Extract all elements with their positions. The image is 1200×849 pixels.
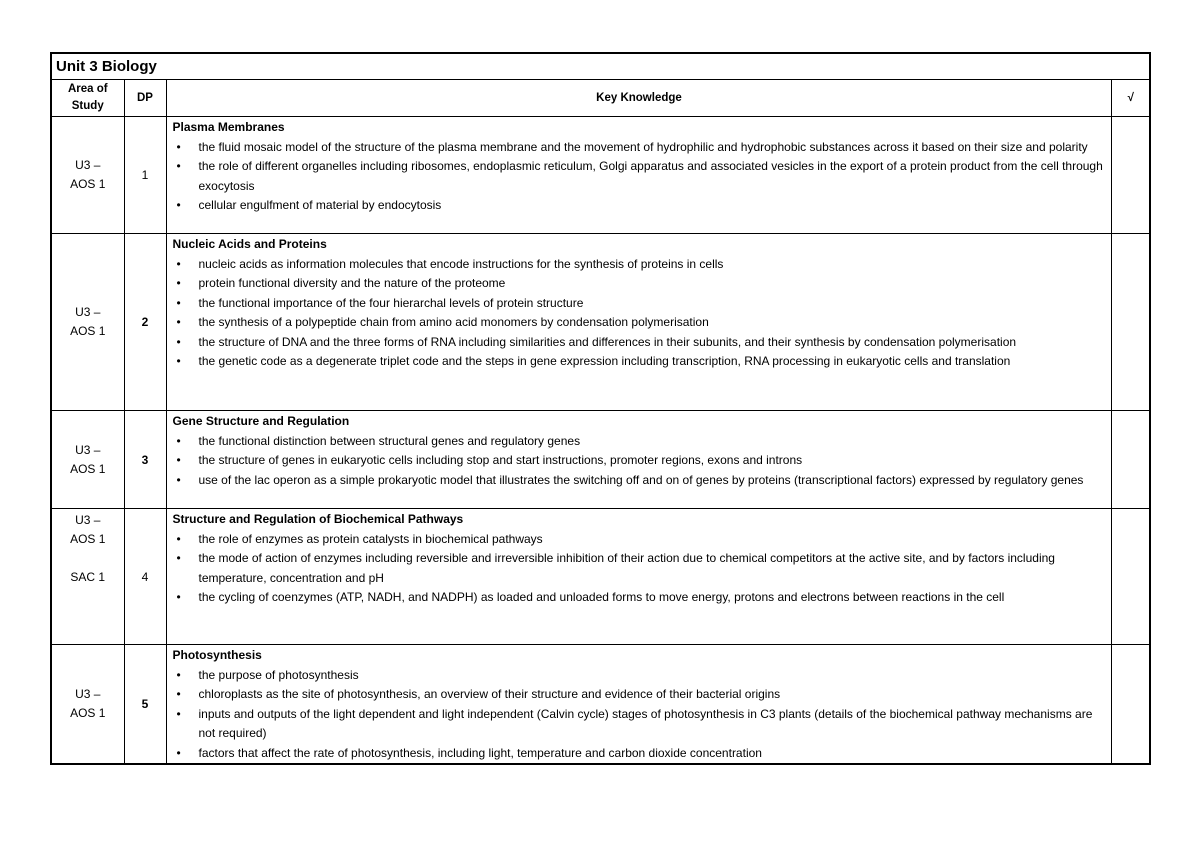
list-item — [173, 294, 1106, 314]
dp-cell: 3 — [124, 411, 166, 509]
knowledge-cell — [166, 234, 1112, 411]
tick-cell[interactable] — [1112, 411, 1150, 509]
section-heading: Nucleic Acids and Proteins — [172, 237, 327, 251]
list-item — [173, 138, 1106, 158]
item-text: nucleic acids as information molecules that encode instructions for the synthesis of proteins in cells — [198, 256, 724, 271]
bullet-icon: • — [176, 256, 181, 271]
area-line: U3 – — [75, 687, 101, 701]
table-row — [51, 645, 1150, 765]
tick-cell[interactable] — [1112, 117, 1150, 234]
header-dp: DP — [124, 80, 166, 117]
knowledge-cell — [166, 411, 1112, 509]
bullet-icon: • — [176, 159, 181, 173]
item-text: cellular engulfment of material by endocytosis — [198, 198, 442, 212]
knowledge-list — [173, 666, 1106, 764]
bullet-icon: • — [176, 433, 181, 448]
area-of-study-cell — [51, 234, 124, 411]
area-line — [52, 549, 124, 568]
area-line: U3 – — [75, 305, 101, 319]
item-text: inputs and outputs of the light dependent and light independent (Calvin cycle) stages of photosynthesis in C3 plants (details of the biochemical pathway mechanisms are not required) — [198, 706, 1093, 740]
key-knowledge-table — [50, 52, 1151, 765]
item-text: factors that affect the rate of photosynthesis, including light, temperature and carbon dioxide concentration — [198, 745, 762, 760]
bullet-icon: • — [176, 706, 181, 721]
title-row — [51, 53, 1150, 80]
tick-cell[interactable] — [1112, 509, 1150, 645]
bullet-icon: • — [176, 354, 181, 368]
area-of-study-cell — [51, 117, 124, 234]
header-area — [51, 80, 124, 117]
section-heading: Gene Structure and Regulation — [172, 414, 350, 428]
area-line: AOS 1 — [70, 177, 106, 191]
list-item — [173, 313, 1106, 333]
area-line: U3 – — [75, 158, 101, 172]
tick-cell[interactable] — [1112, 645, 1150, 765]
list-item — [173, 588, 1106, 608]
knowledge-list — [173, 432, 1106, 491]
table-title: Unit 3 Biology — [51, 53, 1150, 80]
list-item — [173, 157, 1106, 196]
item-text: the mode of action of enzymes including reversible and irreversible inhibition of their action due to chemical competitors at the active site, and by factors including temperature, concentration and pH — [198, 551, 1055, 585]
table-row — [51, 117, 1150, 234]
item-text: protein functional diversity and the nature of the proteome — [198, 276, 506, 290]
bullet-icon: • — [176, 139, 181, 154]
area-of-study-cell — [51, 411, 124, 509]
bullet-icon: • — [176, 687, 181, 701]
list-item — [173, 744, 1106, 764]
item-text: the functional distinction between structural genes and regulatory genes — [198, 433, 581, 448]
area-line: AOS 1 — [70, 706, 106, 720]
table-row — [51, 234, 1150, 411]
dp-cell: 5 — [124, 645, 166, 765]
item-text: the cycling of coenzymes (ATP, NADH, and NADPH) as loaded and unloaded forms to move energy, protons and electrons between reactions in the cell — [198, 590, 1005, 604]
list-item — [173, 352, 1106, 372]
area-line: U3 – — [75, 513, 101, 527]
list-item — [173, 685, 1106, 705]
bullet-icon: • — [176, 551, 181, 565]
knowledge-list — [173, 138, 1106, 216]
list-item — [173, 451, 1106, 471]
bullet-icon: • — [176, 198, 181, 212]
header-knowledge: Key Knowledge — [166, 80, 1112, 117]
item-text: the synthesis of a polypeptide chain from amino acid monomers by condensation polymerisation — [198, 315, 709, 329]
knowledge-cell — [166, 509, 1112, 645]
knowledge-list — [173, 255, 1106, 372]
list-item — [173, 549, 1106, 588]
item-text: the functional importance of the four hierarchal levels of protein structure — [198, 295, 584, 310]
item-text: the fluid mosaic model of the structure of the plasma membrane and the movement of hydrophilic and hydrophobic substances across it based on their size and polarity — [198, 139, 1088, 154]
tick-cell[interactable] — [1112, 234, 1150, 411]
list-item — [173, 196, 1106, 216]
bullet-icon: • — [176, 745, 181, 760]
item-text: the purpose of photosynthesis — [198, 667, 359, 682]
item-text: the structure of DNA and the three forms of RNA including similarities and differences in their subunits, and their synthesis by condensation polymerisation — [198, 334, 1017, 349]
bullet-icon: • — [176, 334, 181, 349]
area-of-study-cell — [51, 509, 124, 645]
area-line: AOS 1 — [70, 324, 106, 338]
item-text: use of the lac operon as a simple prokaryotic model that illustrates the switching off and on of genes by proteins (transcriptional factors) expressed by regulatory genes — [198, 472, 1084, 487]
bullet-icon: • — [176, 667, 181, 682]
area-of-study-cell — [51, 645, 124, 765]
bullet-icon: • — [176, 472, 181, 487]
section-heading: Structure and Regulation of Biochemical Pathways — [172, 512, 464, 526]
header-area-label: Area of Study — [67, 83, 108, 112]
item-text: the role of enzymes as protein catalysts in biochemical pathways — [198, 531, 543, 546]
bullet-icon: • — [176, 590, 181, 604]
area-line: AOS 1 — [70, 532, 106, 546]
table-row — [51, 411, 1150, 509]
bullet-icon: • — [176, 453, 181, 467]
list-item — [173, 666, 1106, 686]
list-item — [173, 255, 1106, 275]
knowledge-cell — [166, 117, 1112, 234]
item-text: the genetic code as a degenerate triplet code and the steps in gene expression including transcription, RNA processing in eukaryotic cells and translation — [198, 354, 1011, 368]
area-line: SAC 1 — [70, 570, 106, 584]
list-item — [173, 274, 1106, 294]
area-line: AOS 1 — [70, 461, 106, 476]
section-heading: Photosynthesis — [172, 648, 262, 662]
bullet-icon: • — [176, 295, 181, 310]
knowledge-list — [173, 530, 1106, 608]
area-line: U3 – — [75, 442, 101, 457]
dp-cell: 1 — [124, 117, 166, 234]
dp-cell: 4 — [124, 509, 166, 645]
item-text: the structure of genes in eukaryotic cells including stop and start instructions, promoter regions, exons and introns — [198, 453, 803, 467]
section-heading: Plasma Membranes — [172, 120, 285, 134]
dp-cell: 2 — [124, 234, 166, 411]
bullet-icon: • — [176, 531, 181, 546]
header-tick: √ — [1112, 80, 1150, 117]
table-row — [51, 509, 1150, 645]
item-text: the role of different organelles including ribosomes, endoplasmic reticulum, Golgi apparatus and associated vesicles in the export of a protein product from the cell through exocytosis — [198, 159, 1103, 193]
bullet-icon: • — [176, 276, 181, 290]
list-item — [173, 530, 1106, 550]
list-item — [173, 705, 1106, 744]
list-item — [173, 333, 1106, 353]
list-item — [173, 471, 1106, 491]
item-text: chloroplasts as the site of photosynthesis, an overview of their structure and evidence of their bacterial origins — [198, 687, 781, 701]
bullet-icon: • — [176, 315, 181, 329]
list-item — [173, 432, 1106, 452]
header-row — [51, 80, 1150, 117]
knowledge-cell — [166, 645, 1112, 765]
